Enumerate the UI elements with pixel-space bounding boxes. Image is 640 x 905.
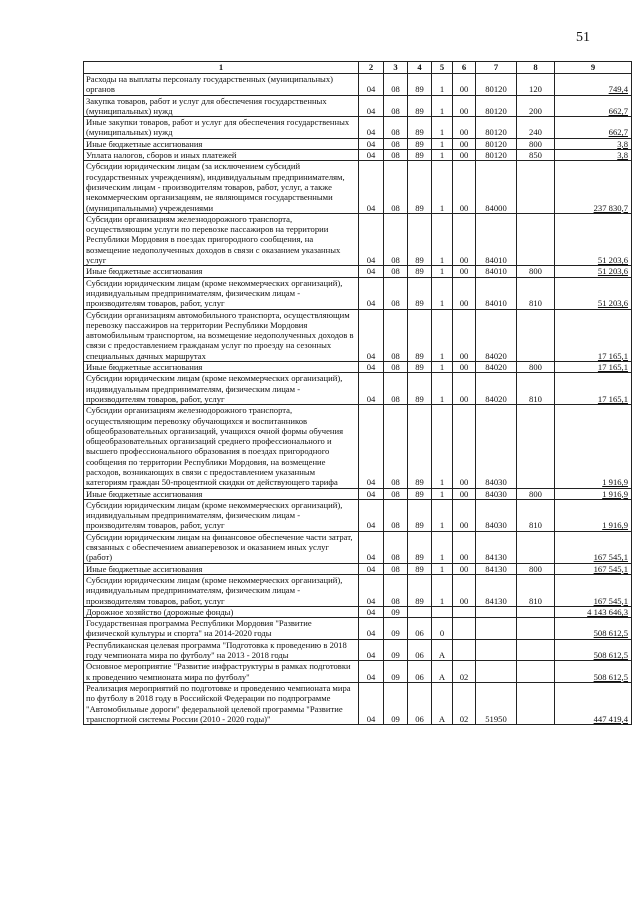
program-code: 89 — [408, 138, 432, 149]
subprogram-code: 1 — [432, 574, 453, 606]
row-description: Республиканская целевая программа "Подготовка к проведению в 2018 году чемпионата мира по футболу" на 2013 - 2018 годы — [84, 639, 359, 661]
table-row — [84, 150, 632, 161]
subprogram-code: 1 — [432, 150, 453, 161]
subprogram-code: 1 — [432, 213, 453, 265]
subsection-code: 08 — [384, 266, 408, 277]
event-code: 00 — [453, 362, 476, 373]
subprogram-code: 1 — [432, 95, 453, 117]
program-code: 89 — [408, 117, 432, 139]
table-row — [84, 488, 632, 499]
expense-type-code: 850 — [517, 150, 555, 161]
amount: 3,8 — [555, 150, 632, 161]
subsection-code: 08 — [384, 213, 408, 265]
program-code: 89 — [408, 277, 432, 309]
direction-code: 84030 — [476, 405, 517, 488]
amount: 3,8 — [555, 138, 632, 149]
event-code: 00 — [453, 266, 476, 277]
subprogram-code: А — [432, 639, 453, 661]
event-code: 00 — [453, 213, 476, 265]
table-row — [84, 639, 632, 661]
expense-type-code — [517, 682, 555, 724]
direction-code: 84010 — [476, 213, 517, 265]
amount: 662,7 — [555, 95, 632, 117]
subsection-code: 08 — [384, 563, 408, 574]
expense-type-code — [517, 639, 555, 661]
event-code: 00 — [453, 117, 476, 139]
row-description: Расходы на выплаты персоналу государственных (муниципальных) органов — [84, 74, 359, 96]
table-row — [84, 563, 632, 574]
row-description: Государственная программа Республики Мордовия "Развитие физической культуры и спорта" на 2014-2020 годы — [84, 618, 359, 640]
subsection-code: 08 — [384, 95, 408, 117]
row-description: Иные бюджетные ассигнования — [84, 563, 359, 574]
subsection-code: 09 — [384, 606, 408, 617]
subsection-code: 08 — [384, 161, 408, 213]
section-code: 04 — [359, 574, 384, 606]
program-code: 89 — [408, 373, 432, 405]
direction-code: 84130 — [476, 574, 517, 606]
subprogram-code: А — [432, 661, 453, 683]
table-row — [84, 373, 632, 405]
section-code: 04 — [359, 95, 384, 117]
expense-type-code: 810 — [517, 277, 555, 309]
amount: 662,7 — [555, 117, 632, 139]
expense-type-code: 800 — [517, 563, 555, 574]
program-code: 89 — [408, 95, 432, 117]
amount: 1 916,9 — [555, 488, 632, 499]
section-code: 04 — [359, 405, 384, 488]
event-code: 00 — [453, 488, 476, 499]
amount: 1 916,9 — [555, 405, 632, 488]
direction-code — [476, 661, 517, 683]
subprogram-code: 1 — [432, 405, 453, 488]
program-code: 89 — [408, 266, 432, 277]
event-code: 00 — [453, 499, 476, 531]
program-code: 06 — [408, 618, 432, 640]
direction-code: 84030 — [476, 488, 517, 499]
expense-type-code — [517, 606, 555, 617]
event-code: 00 — [453, 74, 476, 96]
table-row — [84, 309, 632, 361]
program-code: 89 — [408, 309, 432, 361]
subsection-code: 08 — [384, 150, 408, 161]
program-code: 89 — [408, 563, 432, 574]
row-description: Иные бюджетные ассигнования — [84, 266, 359, 277]
expense-type-code — [517, 531, 555, 563]
table-row — [84, 574, 632, 606]
event-code: 00 — [453, 161, 476, 213]
amount: 4 143 646,3 — [555, 606, 632, 617]
program-code: 89 — [408, 499, 432, 531]
amount: 508 612,5 — [555, 639, 632, 661]
event-code: 02 — [453, 682, 476, 724]
row-description: Иные закупки товаров, работ и услуг для обеспечения государственных (муниципальных) нужд — [84, 117, 359, 139]
row-description: Дорожное хозяйство (дорожные фонды) — [84, 606, 359, 617]
section-code: 04 — [359, 531, 384, 563]
direction-code: 80120 — [476, 117, 517, 139]
table-row — [84, 499, 632, 531]
page-number: 51 — [576, 30, 590, 45]
row-description: Субсидии организациям железнодорожного транспорта, осуществляющим услуги по перевозке пассажиров на территории Республики Мордовия в поездах пригородного сообщения, на возмещение недополученных доходов в связи с оказанием указанных услуг — [84, 213, 359, 265]
program-code: 89 — [408, 488, 432, 499]
subprogram-code: 1 — [432, 362, 453, 373]
section-code: 04 — [359, 499, 384, 531]
table-row — [84, 606, 632, 617]
table-row — [84, 661, 632, 683]
subsection-code: 08 — [384, 499, 408, 531]
subprogram-code: 1 — [432, 499, 453, 531]
section-code: 04 — [359, 618, 384, 640]
subprogram-code: 1 — [432, 563, 453, 574]
amount: 508 612,5 — [555, 661, 632, 683]
row-description: Уплата налогов, сборов и иных платежей — [84, 150, 359, 161]
header-cell: 4 — [408, 62, 432, 74]
row-description: Субсидии организациям железнодорожного транспорта, осуществляющим перевозку обучающихся и воспитанников общеобразовательных организаций, учащихся очной формы обучения общеобразовательных организаций среднего профессионального и высшего профессионального образования в поездах пригородного сообщения по территории Республики Мордовия, на возмещение расходов, возникающих в связи с предоставлением указанным категориям граждан 50-процентной скидки от действующего тарифа — [84, 405, 359, 488]
subsection-code: 08 — [384, 277, 408, 309]
expense-type-code: 800 — [517, 488, 555, 499]
direction-code: 84020 — [476, 362, 517, 373]
header-cell: 8 — [517, 62, 555, 74]
direction-code: 80120 — [476, 95, 517, 117]
expense-type-code: 240 — [517, 117, 555, 139]
program-code: 89 — [408, 362, 432, 373]
subsection-code: 08 — [384, 138, 408, 149]
section-code: 04 — [359, 150, 384, 161]
program-code: 06 — [408, 639, 432, 661]
subprogram-code: 1 — [432, 138, 453, 149]
event-code: 00 — [453, 373, 476, 405]
section-code: 04 — [359, 373, 384, 405]
row-description: Иные бюджетные ассигнования — [84, 362, 359, 373]
section-code: 04 — [359, 563, 384, 574]
program-code: 06 — [408, 661, 432, 683]
amount: 1 916,9 — [555, 499, 632, 531]
section-code: 04 — [359, 488, 384, 499]
amount: 447 419,4 — [555, 682, 632, 724]
direction-code: 80120 — [476, 150, 517, 161]
direction-code — [476, 618, 517, 640]
program-code: 89 — [408, 405, 432, 488]
amount: 51 203,6 — [555, 277, 632, 309]
subsection-code: 09 — [384, 639, 408, 661]
row-description: Субсидии юридическим лицам (кроме некоммерческих организаций), индивидуальным предпринимателям, физическим лицам - производителям товаров, работ, услуг — [84, 373, 359, 405]
section-code: 04 — [359, 661, 384, 683]
subprogram-code — [432, 606, 453, 617]
subprogram-code: 1 — [432, 266, 453, 277]
direction-code: 84030 — [476, 499, 517, 531]
amount: 508 612,5 — [555, 618, 632, 640]
amount: 51 203,6 — [555, 266, 632, 277]
section-code: 04 — [359, 161, 384, 213]
expense-type-code: 120 — [517, 74, 555, 96]
subsection-code: 08 — [384, 574, 408, 606]
expense-type-code: 800 — [517, 266, 555, 277]
section-code: 04 — [359, 74, 384, 96]
section-code: 04 — [359, 266, 384, 277]
row-description: Субсидии юридическим лицам (кроме некоммерческих организаций), индивидуальным предпринимателям, физическим лицам - производителям товаров, работ, услуг — [84, 574, 359, 606]
header-cell: 1 — [84, 62, 359, 74]
subsection-code: 09 — [384, 618, 408, 640]
subprogram-code: 1 — [432, 309, 453, 361]
subprogram-code: 1 — [432, 277, 453, 309]
event-code: 00 — [453, 277, 476, 309]
subsection-code: 08 — [384, 531, 408, 563]
header-cell: 3 — [384, 62, 408, 74]
table-row — [84, 362, 632, 373]
direction-code: 51950 — [476, 682, 517, 724]
table-row — [84, 138, 632, 149]
table-row — [84, 95, 632, 117]
amount: 167 545,1 — [555, 531, 632, 563]
subprogram-code: А — [432, 682, 453, 724]
subsection-code: 08 — [384, 362, 408, 373]
subsection-code: 08 — [384, 74, 408, 96]
expense-type-code — [517, 661, 555, 683]
event-code: 00 — [453, 531, 476, 563]
direction-code: 80120 — [476, 74, 517, 96]
expense-type-code: 810 — [517, 499, 555, 531]
subsection-code: 08 — [384, 309, 408, 361]
expense-type-code — [517, 309, 555, 361]
direction-code: 84020 — [476, 309, 517, 361]
expense-type-code: 800 — [517, 138, 555, 149]
amount: 17 165,1 — [555, 373, 632, 405]
expense-type-code: 800 — [517, 362, 555, 373]
program-code: 89 — [408, 574, 432, 606]
row-description: Реализация мероприятий по подготовке и проведению чемпионата мира по футболу в 2018 году в Российской Федерации по подпрограмме "Автомобильные дороги" федеральной целевой программы "Развитие транспортной системы России (2010 - 2020 годы)" — [84, 682, 359, 724]
amount: 17 165,1 — [555, 362, 632, 373]
section-code: 04 — [359, 309, 384, 361]
row-description: Закупка товаров, работ и услуг для обеспечения государственных (муниципальных) нужд — [84, 95, 359, 117]
table-row — [84, 117, 632, 139]
table-row — [84, 213, 632, 265]
section-code: 04 — [359, 606, 384, 617]
direction-code: 84010 — [476, 277, 517, 309]
program-code — [408, 606, 432, 617]
amount: 167 545,1 — [555, 563, 632, 574]
event-code: 00 — [453, 138, 476, 149]
row-description: Субсидии юридическим лицам (за исключением субсидий государственных учреждениям), индивидуальным предпринимателям, физическим лицам - производителям товаров, работ, услуг, а также некоммерческим организациям, не являющимся государственными (муниципальными) учреждениями — [84, 161, 359, 213]
event-code: 00 — [453, 150, 476, 161]
event-code — [453, 606, 476, 617]
event-code: 00 — [453, 309, 476, 361]
row-description: Субсидии юридическим лицам (кроме некоммерческих организаций), индивидуальным предпринимателям, физическим лицам - производителям товаров, работ, услуг — [84, 277, 359, 309]
row-description: Субсидии юридическим лицам на финансовое обеспечение части затрат, связанных с обеспечением авиаперевозок и оказанием иных услуг (работ) — [84, 531, 359, 563]
program-code: 06 — [408, 682, 432, 724]
table-row — [84, 405, 632, 488]
row-description: Субсидии юридическим лицам (кроме некоммерческих организаций), индивидуальным предпринимателям, физическим лицам - производителям товаров, работ, услуг — [84, 499, 359, 531]
table-row — [84, 682, 632, 724]
table-row — [84, 277, 632, 309]
direction-code — [476, 606, 517, 617]
program-code: 89 — [408, 74, 432, 96]
amount: 749,4 — [555, 74, 632, 96]
section-code: 04 — [359, 213, 384, 265]
amount: 237 830,7 — [555, 161, 632, 213]
header-cell: 6 — [453, 62, 476, 74]
table-row — [84, 161, 632, 213]
event-code — [453, 639, 476, 661]
subsection-code: 08 — [384, 488, 408, 499]
direction-code — [476, 639, 517, 661]
expense-type-code: 810 — [517, 574, 555, 606]
subprogram-code: 1 — [432, 531, 453, 563]
subprogram-code: 1 — [432, 161, 453, 213]
table-row — [84, 266, 632, 277]
direction-code: 84020 — [476, 373, 517, 405]
subsection-code: 08 — [384, 373, 408, 405]
subprogram-code: 1 — [432, 373, 453, 405]
section-code: 04 — [359, 362, 384, 373]
table-row — [84, 618, 632, 640]
program-code: 89 — [408, 161, 432, 213]
subprogram-code: 1 — [432, 74, 453, 96]
row-description: Субсидии организациям автомобильного транспорта, осуществляющим перевозку пассажиров на территории Республики Мордовия автомобильным транспортом, на возмещение недополученных доходов в связи с предоставлением гражданам услуг по проезду на сезонных специальных дачных маршрутах — [84, 309, 359, 361]
header-row — [84, 62, 632, 74]
header-cell: 9 — [555, 62, 632, 74]
header-cell: 5 — [432, 62, 453, 74]
amount: 17 165,1 — [555, 309, 632, 361]
section-code: 04 — [359, 639, 384, 661]
event-code — [453, 618, 476, 640]
subprogram-code: 0 — [432, 618, 453, 640]
direction-code: 84130 — [476, 563, 517, 574]
direction-code: 84130 — [476, 531, 517, 563]
section-code: 04 — [359, 277, 384, 309]
expense-type-code — [517, 618, 555, 640]
event-code: 00 — [453, 563, 476, 574]
row-description: Основное мероприятие "Развитие инфраструктуры в рамках подготовки к проведению чемпионата мира по футболу" — [84, 661, 359, 683]
program-code: 89 — [408, 531, 432, 563]
subprogram-code: 1 — [432, 488, 453, 499]
subsection-code: 09 — [384, 661, 408, 683]
program-code: 89 — [408, 150, 432, 161]
budget-table — [83, 61, 632, 725]
expense-type-code — [517, 161, 555, 213]
table-row — [84, 74, 632, 96]
header-cell: 7 — [476, 62, 517, 74]
direction-code: 84000 — [476, 161, 517, 213]
amount: 51 203,6 — [555, 213, 632, 265]
event-code: 00 — [453, 574, 476, 606]
program-code: 89 — [408, 213, 432, 265]
row-description: Иные бюджетные ассигнования — [84, 488, 359, 499]
subprogram-code: 1 — [432, 117, 453, 139]
header-cell: 2 — [359, 62, 384, 74]
expense-type-code — [517, 405, 555, 488]
event-code: 02 — [453, 661, 476, 683]
table-row — [84, 531, 632, 563]
expense-type-code: 810 — [517, 373, 555, 405]
section-code: 04 — [359, 117, 384, 139]
direction-code: 80120 — [476, 138, 517, 149]
section-code: 04 — [359, 682, 384, 724]
subsection-code: 09 — [384, 682, 408, 724]
section-code: 04 — [359, 138, 384, 149]
expense-type-code — [517, 213, 555, 265]
subsection-code: 08 — [384, 405, 408, 488]
expense-type-code: 200 — [517, 95, 555, 117]
direction-code: 84010 — [476, 266, 517, 277]
event-code: 00 — [453, 95, 476, 117]
amount: 167 545,1 — [555, 574, 632, 606]
event-code: 00 — [453, 405, 476, 488]
subsection-code: 08 — [384, 117, 408, 139]
row-description: Иные бюджетные ассигнования — [84, 138, 359, 149]
